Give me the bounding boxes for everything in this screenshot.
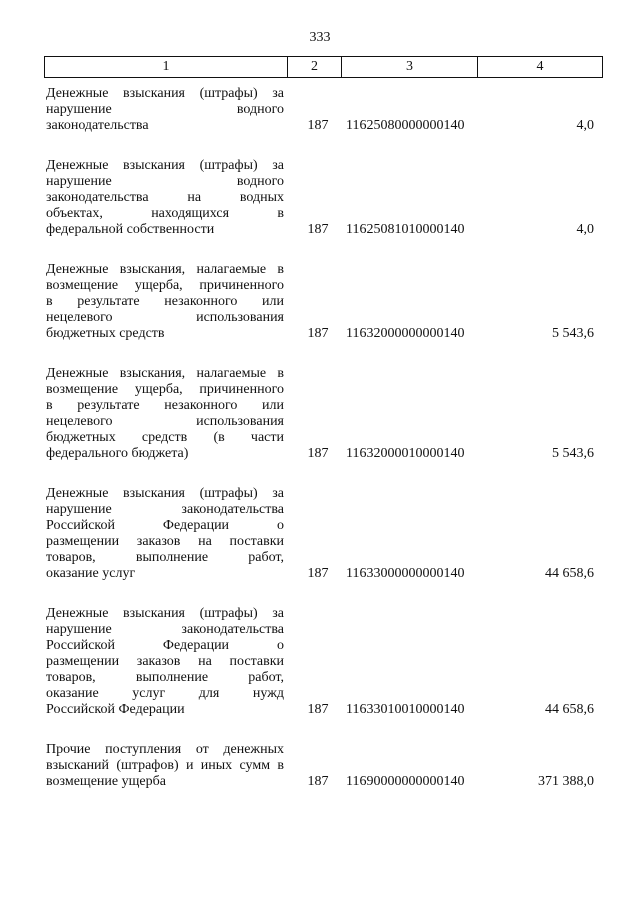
description-line: федеральной собственности bbox=[46, 222, 215, 237]
revenue-code: 11633000000000140 bbox=[346, 566, 465, 581]
administrator-code: 187 bbox=[307, 774, 329, 789]
administrator-code: 187 bbox=[307, 118, 329, 133]
row-description bbox=[46, 366, 284, 462]
column-header-3: 3 bbox=[342, 57, 478, 78]
description-line: нецелевого использования bbox=[46, 414, 284, 429]
description-line: возмещение ущерба bbox=[46, 774, 166, 789]
revenue-code: 11632000010000140 bbox=[346, 446, 465, 461]
description-line: в результате незаконного или bbox=[46, 398, 284, 413]
description-line: Российской Федерации о bbox=[46, 518, 284, 533]
column-header-2: 2 bbox=[288, 57, 342, 78]
row-description bbox=[46, 158, 284, 238]
description-line: Российской Федерации bbox=[46, 702, 185, 717]
amount-value: 44 658,6 bbox=[545, 702, 594, 717]
administrator-code: 187 bbox=[307, 566, 329, 581]
description-line: размещении заказов на поставки bbox=[46, 534, 284, 549]
table-row bbox=[0, 606, 640, 718]
administrator-code: 187 bbox=[307, 222, 329, 237]
description-line: размещении заказов на поставки bbox=[46, 654, 284, 669]
description-line: Денежные взыскания (штрафы) за bbox=[46, 86, 284, 101]
administrator-code: 187 bbox=[307, 446, 329, 461]
description-line: возмещение ущерба, причиненного bbox=[46, 278, 284, 293]
amount-value: 371 388,0 bbox=[538, 774, 594, 789]
description-line: нарушение водного bbox=[46, 174, 284, 189]
description-line: Денежные взыскания, налагаемые в bbox=[46, 366, 284, 381]
column-header-4: 4 bbox=[478, 57, 603, 78]
row-description bbox=[46, 262, 284, 342]
revenue-rows bbox=[0, 86, 640, 790]
row-description bbox=[46, 86, 284, 134]
column-header-table bbox=[44, 56, 603, 78]
description-line: Российской Федерации о bbox=[46, 638, 284, 653]
description-line: федерального бюджета) bbox=[46, 446, 189, 461]
description-line: нецелевого использования bbox=[46, 310, 284, 325]
amount-value: 44 658,6 bbox=[545, 566, 594, 581]
row-description bbox=[46, 742, 284, 790]
description-line: товаров, выполнение работ, bbox=[46, 670, 284, 685]
description-line: Денежные взыскания (штрафы) за bbox=[46, 158, 284, 173]
description-line: законодательства bbox=[46, 118, 149, 133]
table-row bbox=[0, 262, 640, 342]
description-line: Денежные взыскания (штрафы) за bbox=[46, 606, 284, 621]
description-line: бюджетных средств (в части bbox=[46, 430, 284, 445]
revenue-code: 11625080000000140 bbox=[346, 118, 465, 133]
revenue-code: 11625081010000140 bbox=[346, 222, 465, 237]
administrator-code: 187 bbox=[307, 702, 329, 717]
description-line: Денежные взыскания, налагаемые в bbox=[46, 262, 284, 277]
table-row bbox=[0, 486, 640, 582]
amount-value: 5 543,6 bbox=[552, 446, 594, 461]
amount-value: 4,0 bbox=[576, 222, 594, 237]
description-line: взысканий (штрафов) и иных сумм в bbox=[46, 758, 284, 773]
revenue-code: 11690000000000140 bbox=[346, 774, 465, 789]
description-line: товаров, выполнение работ, bbox=[46, 550, 284, 565]
description-line: возмещение ущерба, причиненного bbox=[46, 382, 284, 397]
row-description bbox=[46, 606, 284, 718]
page-number: 333 bbox=[309, 30, 331, 45]
description-line: Денежные взыскания (штрафы) за bbox=[46, 486, 284, 501]
description-line: объектах, находящихся в bbox=[46, 206, 284, 221]
table-row bbox=[0, 742, 640, 790]
description-line: нарушение законодательства bbox=[46, 622, 284, 637]
description-line: в результате незаконного или bbox=[46, 294, 284, 309]
administrator-code: 187 bbox=[307, 326, 329, 341]
description-line: бюджетных средств bbox=[46, 326, 165, 341]
column-header-row bbox=[45, 57, 603, 78]
table-row bbox=[0, 158, 640, 238]
description-line: оказание услуг bbox=[46, 566, 136, 581]
revenue-code: 11633010010000140 bbox=[346, 702, 465, 717]
table-row bbox=[0, 366, 640, 462]
description-line: законодательства на водных bbox=[46, 190, 284, 205]
amount-value: 4,0 bbox=[576, 118, 594, 133]
description-line: нарушение законодательства bbox=[46, 502, 284, 517]
amount-value: 5 543,6 bbox=[552, 326, 594, 341]
table-row bbox=[0, 86, 640, 134]
revenue-code: 11632000000000140 bbox=[346, 326, 465, 341]
description-line: оказание услуг для нужд bbox=[46, 686, 284, 701]
row-description bbox=[46, 486, 284, 582]
description-line: Прочие поступления от денежных bbox=[46, 742, 284, 757]
column-header-1: 1 bbox=[45, 57, 288, 78]
description-line: нарушение водного bbox=[46, 102, 284, 117]
